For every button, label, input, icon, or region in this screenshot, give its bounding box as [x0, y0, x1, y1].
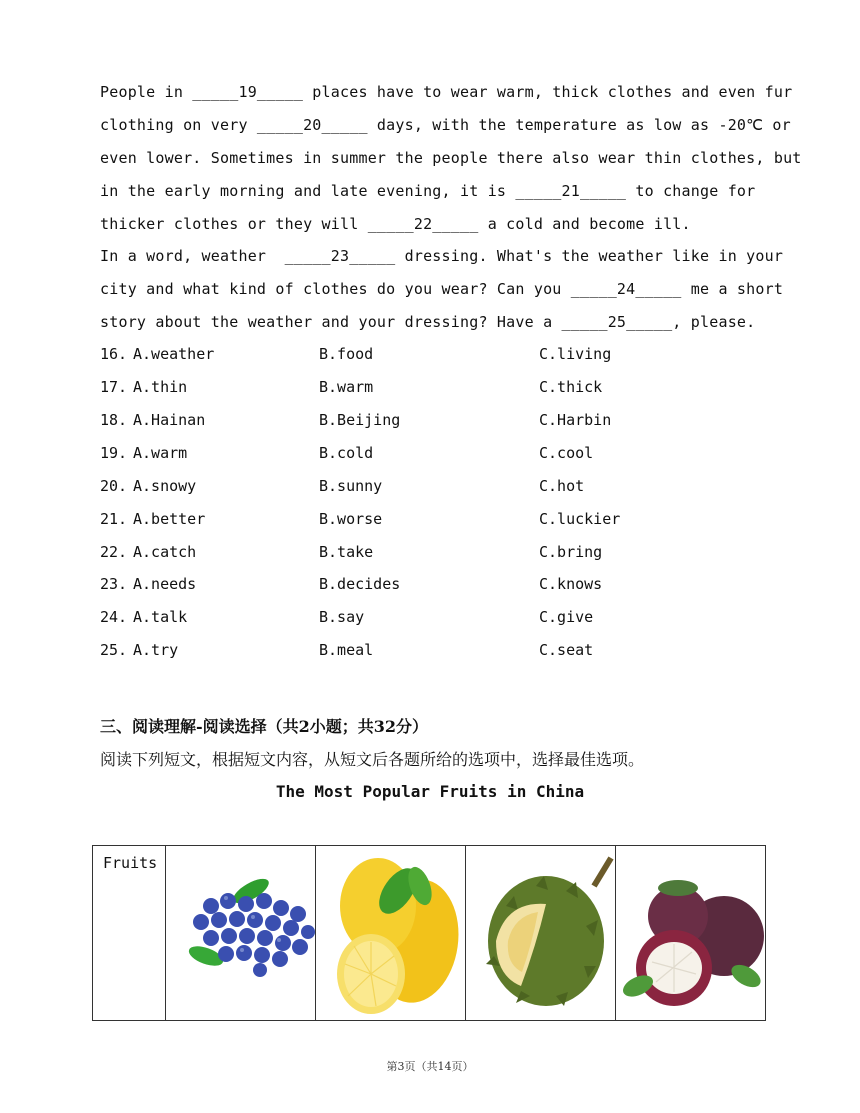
option-c: C.hot — [539, 477, 585, 495]
fruits-label: Fruits — [103, 854, 158, 872]
passage-line-8: story about the weather and your dressing? Have a _____25_____, please. — [100, 313, 756, 331]
option-c: C.give — [539, 608, 594, 626]
option-c: C.knows — [539, 575, 603, 593]
option-b: B.warm — [319, 378, 374, 396]
option-number: 16. — [100, 345, 128, 363]
passage-line-5: thicker clothes or they will _____22_____ a cold and become ill. — [100, 215, 691, 233]
option-number: 23. — [100, 575, 128, 593]
passage-line-7: city and what kind of clothes do you wear? Can you _____24_____ me a short — [100, 280, 784, 298]
option-a: A.Hainan — [133, 411, 206, 429]
passage-line-2: clothing on very _____20_____ days, with the temperature as low as -20℃ or — [100, 116, 791, 134]
passage-line-3: even lower. Sometimes in summer the people there also wear thin clothes, but — [100, 149, 802, 167]
option-b: B.worse — [319, 510, 383, 528]
option-a: A.talk — [133, 608, 188, 626]
instruction-text: 阅读下列短文，根据短文内容，从短文后各题所给的选项中，选择最佳选项。 — [100, 750, 645, 769]
option-number: 20. — [100, 477, 128, 495]
option-b: B.Beijing — [319, 411, 401, 429]
option-c: C.cool — [539, 444, 594, 462]
option-c: C.luckier — [539, 510, 621, 528]
option-c: C.living — [539, 345, 612, 363]
option-a: A.needs — [133, 575, 197, 593]
option-b: B.cold — [319, 444, 374, 462]
passage-line-4: in the early morning and late evening, it is _____21_____ to change for — [100, 182, 756, 200]
option-a: A.better — [133, 510, 206, 528]
blueberries-image — [166, 846, 315, 1016]
option-c: C.thick — [539, 378, 603, 396]
option-b: B.decides — [319, 575, 401, 593]
mangosteens-image — [616, 846, 765, 1016]
option-c: C.Harbin — [539, 411, 612, 429]
option-b: B.take — [319, 543, 374, 561]
section-heading: 三、阅读理解-阅读选择（共2小题；共32分） — [100, 717, 429, 736]
durian-cell — [466, 846, 616, 1021]
option-number: 18. — [100, 411, 128, 429]
passage-line-6: In a word, weather _____23_____ dressing. What's the weather like in your — [100, 247, 784, 265]
passage-line-1: People in _____19_____ places have to wear warm, thick clothes and even fur — [100, 83, 793, 101]
mangosteen-cell — [616, 846, 766, 1021]
option-number: 22. — [100, 543, 128, 561]
option-c: C.seat — [539, 641, 594, 659]
option-a: A.catch — [133, 543, 197, 561]
lemon-cell — [316, 846, 466, 1021]
option-a: A.try — [133, 641, 179, 659]
fruits-label-cell — [93, 846, 166, 1021]
option-number: 24. — [100, 608, 128, 626]
durian-image — [466, 846, 615, 1016]
option-b: B.say — [319, 608, 365, 626]
page-footer: 第3页（共14页） — [386, 1060, 474, 1073]
option-number: 17. — [100, 378, 128, 396]
option-b: B.food — [319, 345, 374, 363]
option-a: A.warm — [133, 444, 188, 462]
option-number: 21. — [100, 510, 128, 528]
option-b: B.sunny — [319, 477, 383, 495]
option-a: A.weather — [133, 345, 215, 363]
option-c: C.bring — [539, 543, 603, 561]
blueberry-cell — [166, 846, 316, 1021]
option-number: 19. — [100, 444, 128, 462]
reading-title: The Most Popular Fruits in China — [275, 782, 585, 801]
lemons-image — [316, 846, 465, 1016]
option-a: A.snowy — [133, 477, 197, 495]
option-b: B.meal — [319, 641, 374, 659]
option-number: 25. — [100, 641, 128, 659]
option-a: A.thin — [133, 378, 188, 396]
fruits-table — [92, 845, 766, 1021]
